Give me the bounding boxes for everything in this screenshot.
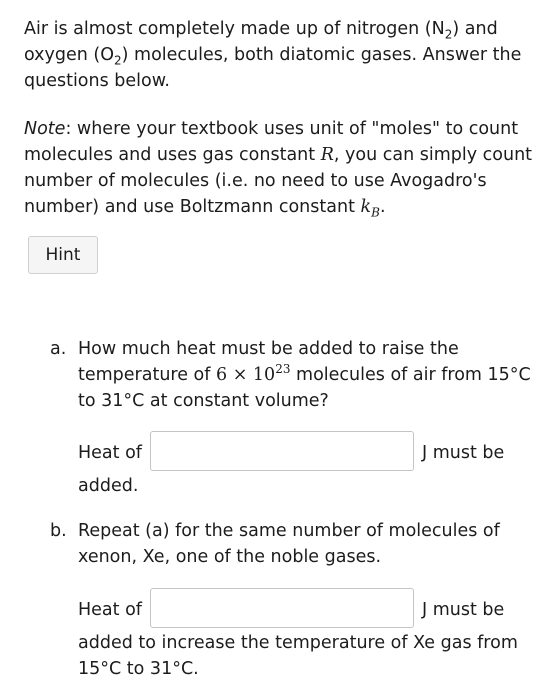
note-label: Note <box>24 119 66 139</box>
intro-text-2: ) and oxygen (O <box>24 19 498 65</box>
question-b-letter: b. <box>50 521 67 541</box>
question-a-text <box>78 336 548 414</box>
hint-button[interactable]: Hint <box>28 236 98 274</box>
question-a-text-2: molecules of air from 15°C to 31°C at constant volume? <box>78 365 531 411</box>
note-text-3: . <box>379 197 386 217</box>
note-paragraph <box>24 116 544 220</box>
note-text-2: , you can simply count number of molecules (i.e. no need to use Avogadro's number) and use Boltzmann constant <box>24 145 533 217</box>
answer-a-unit: J must be <box>422 443 505 463</box>
intro-paragraph <box>24 16 544 94</box>
oxygen-subscript: 2 <box>114 53 122 68</box>
intro-text-3: ) molecules, both diatomic gases. Answer the questions below. <box>24 45 522 91</box>
gas-constant-symbol: R <box>320 145 334 165</box>
answer-a-suffix: added. <box>78 476 139 496</box>
question-a-letter: a. <box>50 339 67 359</box>
question-a-text-1: How much heat must be added to raise the temperature of <box>78 339 459 385</box>
molecule-count: 6 × 10 <box>216 365 276 385</box>
nitrogen-subscript: 2 <box>444 27 453 42</box>
boltzmann-symbol: k <box>360 197 372 217</box>
answer-b-suffix: added to increase the temperature of Xe gas from 15°C to 31°C. <box>78 633 518 679</box>
answer-b-unit: J must be <box>422 600 505 620</box>
answer-a-label: Heat of <box>78 443 142 463</box>
answer-b-input[interactable] <box>150 588 414 628</box>
molecule-count-exponent: 23 <box>275 362 291 377</box>
intro-text-1: Air is almost completely made up of nitrogen (N <box>24 19 445 39</box>
question-b-text: Repeat (a) for the same number of molecules of xenon, Xe, one of the noble gases. <box>78 521 500 567</box>
answer-b-label: Heat of <box>78 600 142 620</box>
boltzmann-subscript: B <box>371 205 380 220</box>
answer-a-input[interactable] <box>150 431 414 471</box>
note-text-1: : where your textbook uses unit of "moles" to count molecules and uses gas constant <box>24 119 519 165</box>
